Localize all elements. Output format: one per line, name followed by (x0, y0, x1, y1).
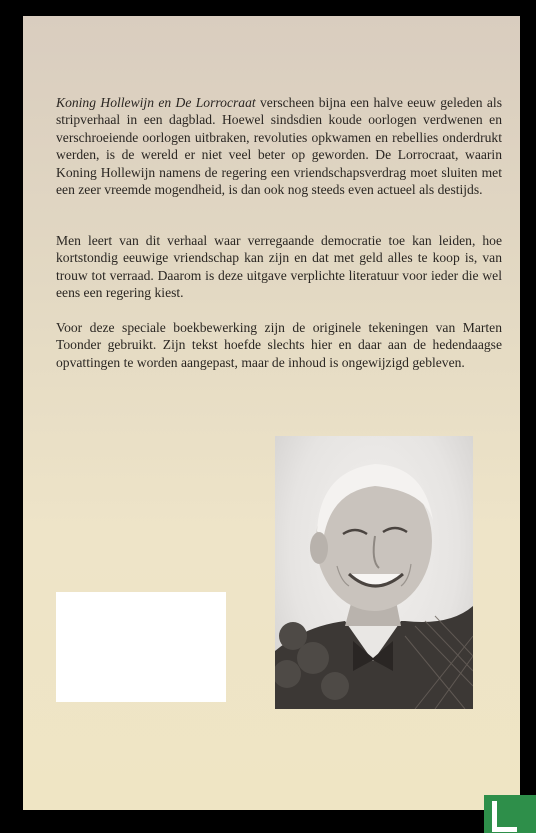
blank-label-box (56, 592, 226, 702)
blurb-paragraph-2: Men leert van dit verhaal waar verregaande democratie toe kan leiden, hoe kortstondig eeuwige vriendschap kan zijn en dat met geld alles te koop is, van trouw tot verraad. Daarom is deze uitgave verplichte literatuur voor ieder die wel eens een regering kiest. (56, 233, 502, 301)
author-portrait-drawing (275, 436, 473, 709)
corner-logo-mark (492, 801, 517, 832)
corner-logo-icon (484, 795, 536, 833)
book-back-cover (23, 16, 520, 810)
blurb-paragraph-3: Voor deze speciale boekbewerking zijn de originele tekeningen van Marten Toonder gebruikt. Zijn tekst hoefde slechts hier en daar aan de hedendaagse opvattingen te worden aangepast, maar de inhoud is ongewijzigd gebleven. (56, 320, 502, 370)
blurb-paragraph-1 (56, 94, 502, 198)
blurb-paragraph-1-text: verscheen bijna een halve eeuw geleden als stripverhaal in een dagblad. Hoewel sindsdien koude oorlogen verdwenen en verschroeiende oorlogen uitbraken, revoluties opkwamen en rebellies onderdrukt werden, is de wereld er niet veel beter op geworden. De Lorrocraat, waarin Koning Hollewijn namens de regering een vriendschapsverdrag moet sluiten met een zeer vreemde mogendheid, is dan ook nog steeds even actueel als destijds. (56, 95, 502, 198)
author-portrait (275, 436, 473, 709)
book-title-italic: Koning Hollewijn en De Lorrocraat (56, 95, 256, 110)
